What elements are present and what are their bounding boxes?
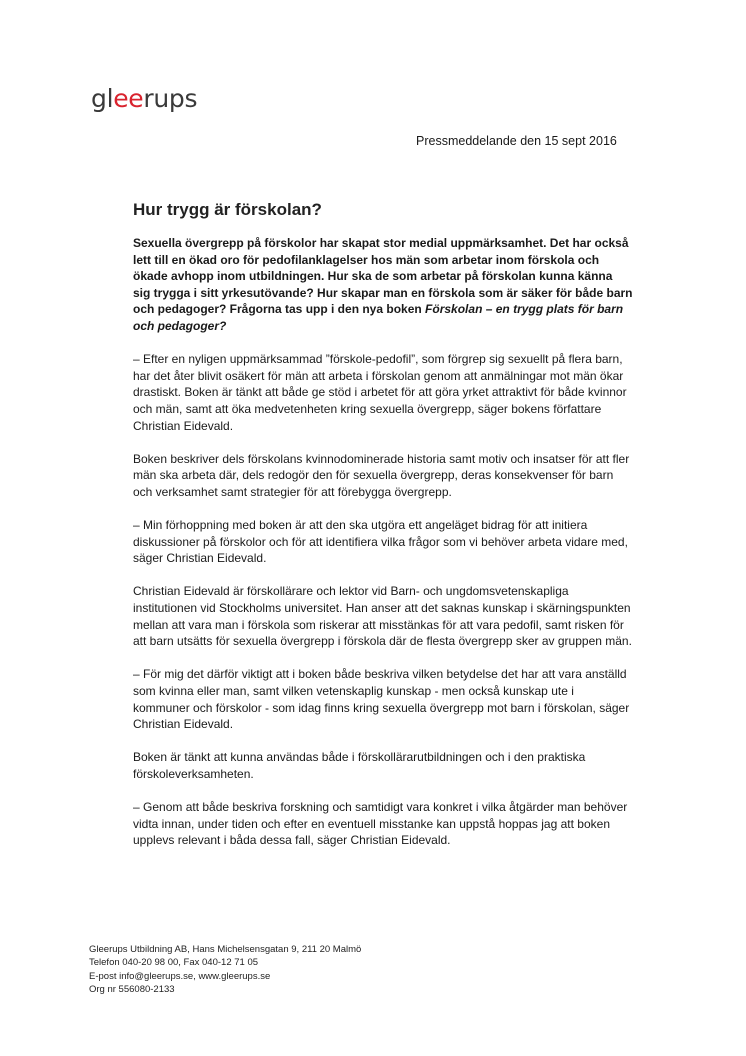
logo-text-end: rups	[143, 84, 198, 113]
press-release-date: Pressmeddelande den 15 sept 2016	[416, 134, 617, 148]
book-title: Förskolan – en trygg plats för barn och pedagoger?	[133, 302, 624, 333]
lead-paragraph	[133, 235, 633, 335]
logo-text-accent: ee	[113, 84, 144, 113]
article-body	[133, 235, 633, 866]
paragraph-5: – För mig det därför viktigt att i boken både beskriva vilken betydelse det har att vara anställd som kvinna eller man, samt vilken vetenskaplig kunskap - men också kunskap ute i kommuner och förskolor - som idag finns kring sexuella övergrepp mot barn i förskolan, säger Christian Eidevald.	[133, 667, 630, 732]
footer-phone: Telefon 040-20 98 00, Fax 040-12 71 05	[89, 957, 259, 969]
footer-address: Gleerups Utbildning AB, Hans Michelsensgatan 9, 211 20 Malmö	[89, 944, 362, 955]
paragraph-4: Christian Eidevald är förskollärare och lektor vid Barn- och ungdomsvetenskapliga institutionen vid Stockholms universitet. Han anser att det saknas kunskap i skärningspunkten mellan att vara man i förskola som riskerar att misstänkas för att vara pedofil, samt risken för att barn utsätts för sexuella övergrepp i förskola där de flesta övergrepp sker av gruppen män.	[133, 584, 632, 649]
article-title: Hur trygg är förskolan?	[133, 200, 322, 219]
company-footer	[89, 943, 361, 996]
paragraph-1: – Efter en nyligen uppmärksammad ”förskole-pedofil”, som förgrep sig sexuellt på flera barn, har det åter blivit osäkert för män att arbeta i förskolan genom att anmälningar mot män ökar drastiskt. Boken är tänkt att både ge stöd i arbetet för att göra yrket attraktivt för både kvinnor och män, samt att öka medvetenheten kring sexuella övergrepp, säger bokens författare Christian Eidevald.	[133, 352, 627, 433]
paragraph-2: Boken beskriver dels förskolans kvinnodominerade historia samt motiv och insatser för att fler män ska arbeta där, dels redogör den för sexuella övergrepp, deras konsekvenser för barn och verksamhet samt strategier för att förebygga övergrepp.	[133, 451, 630, 499]
lead-text: Sexuella övergrepp på förskolor har skapat stor medial uppmärksamhet. Det har också lett till en ökad oro för pedofilanklagelser hos män som arbetar inom förskola och ökade avhopp inom utbildningen. Hur ska de som arbetar på förskolan kunna känna sig trygga i sitt yrkesutövande? Hur skapar man en förskola som är säker för både barn och pedagoger? Frågorna tas upp i den nya boken	[133, 236, 633, 317]
logo-text-start: gl	[91, 84, 114, 113]
paragraph-6: Boken är tänkt att kunna användas både i förskollärarutbildningen och i den praktiska förskoleverksamheten.	[133, 750, 586, 781]
footer-org-number: Org nr 556080-2133	[89, 983, 175, 995]
paragraph-3: – Min förhoppning med boken är att den ska utgöra ett angeläget bidrag för att initiera diskussioner på förskolor och för att identifiera vilka frågor som vi behöver arbeta vidare med, säger Christian Eidevald.	[133, 518, 628, 566]
gleerups-logo	[91, 86, 197, 111]
paragraph-7: – Genom att både beskriva forskning och samtidigt vara konkret i vilka åtgärder man behöver vidta innan, under tiden och efter en eventuell misstanke kan uppstå hoppas jag att boken upplevs relevant i båda dessa fall, säger Christian Eidevald.	[133, 800, 628, 848]
footer-email: E-post info@gleerups.se, www.gleerups.se	[89, 970, 271, 982]
